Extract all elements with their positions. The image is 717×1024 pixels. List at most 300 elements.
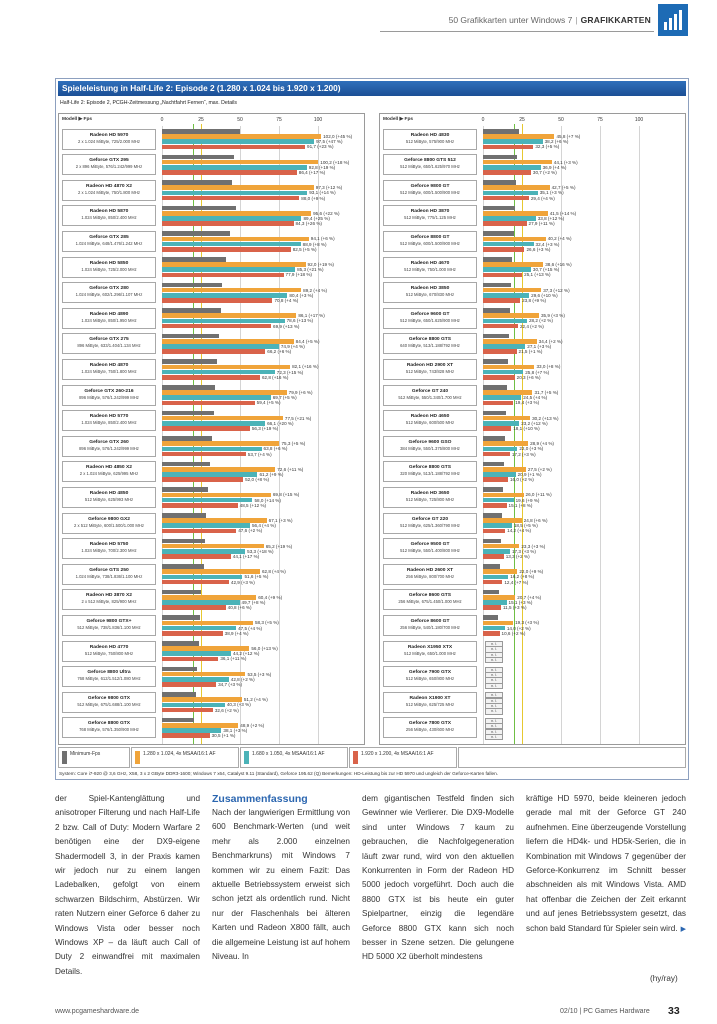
bar-1280x1024 (483, 288, 541, 293)
value-label: 31,7 (+5 %) (534, 390, 559, 395)
bar-1680x1050 (162, 651, 231, 656)
bar-1920x1200 (483, 554, 504, 559)
not-runnable-box: n. l. (485, 703, 503, 709)
legend-empty-cell (458, 747, 686, 768)
card-name: Geforce 8800 GTX (87, 721, 131, 727)
card-name: Geforce GTX 260-216 (84, 388, 134, 394)
value-label: 95,6 (+22 %) (313, 210, 340, 216)
bar-1280x1024 (162, 569, 260, 574)
bar-1680x1050 (483, 293, 529, 298)
card-name: Radeon HD 5970 (89, 132, 129, 138)
value-label: 84,4 (+5 %) (295, 338, 320, 344)
card-name: Radeon HD 3850 (410, 286, 450, 292)
page-number: 33 (668, 1005, 680, 1017)
value-label: 62,8 (+16 %) (261, 374, 289, 380)
bar-1680x1050 (483, 549, 510, 554)
card-name: Geforce GTS 250 (89, 567, 129, 573)
bar-1280x1024 (483, 211, 548, 216)
bar-min-fps (483, 206, 515, 211)
card-spec: 512 MiByte, 775/1.125 MHz (404, 215, 456, 221)
chart-subtitle: Half-Life 2: Episode 2, PCGH-Zeitmessung „Nachtfahrt Fernen“, max. Details (60, 100, 238, 106)
bar-1680x1050 (483, 421, 519, 426)
card-name: Geforce 7900 GTX (408, 670, 452, 676)
value-label: 42,8 (+2 %) (230, 676, 255, 682)
bar-min-fps (162, 257, 226, 262)
value-label: 48,9 (+2 %) (240, 722, 265, 728)
value-label: 17,2 (+3 %) (511, 451, 536, 457)
card-name: Geforce 9800 GTX (87, 695, 131, 701)
legend-swatch (353, 751, 358, 764)
value-label: 32,3 (+5 %) (535, 144, 560, 150)
card-name: Geforce 9800 GT (410, 183, 450, 189)
article-text: Nach der langwierigen Ermittlung von 600 Benchmark-Werten (und weit mehr als 2.000 einzelnen Benchmarkruns) mit Windows 7 kommen wir zu einem Fazit: Das aktuelle Betriebssystem erweist sich schon jetzt als ordentlich rund. Nicht nur der Flaschenhals bei älteren Karten und Radeon X800 fällt, auch die allgemeine Leistung ist auf hohem Niveau. In (212, 808, 350, 962)
value-label: 47,6 (+2 %) (238, 528, 263, 534)
value-label: 15,1 (+8 %) (508, 502, 533, 508)
value-label: 40,8 (+6 %) (227, 605, 252, 611)
card-spec: 1.024 MiByte, 725/2.000 MHz (81, 266, 137, 272)
bar-1680x1050 (162, 165, 307, 170)
card-label (383, 461, 477, 482)
bar-1280x1024 (162, 390, 287, 395)
footer-issue: 02/10 | PC Games Hardware (560, 1008, 650, 1015)
value-label: 53,7 (+4 %) (247, 451, 272, 457)
card-label (383, 231, 477, 252)
not-runnable-box: n. l. (485, 657, 503, 663)
card-spec: 768 MiByte, 612/1.512/1.080 MHz (77, 676, 141, 682)
value-label: 23,3 (+3 %) (521, 543, 546, 549)
value-label: 38,1 (+3 %) (223, 728, 248, 733)
value-label: 63,8 (+6 %) (263, 446, 288, 452)
bar-min-fps (162, 462, 210, 467)
card-spec: 1.024 MiByte, 850/1.950 MHz (81, 317, 137, 323)
article-column-3 (362, 792, 514, 987)
bar-min-fps (483, 615, 498, 620)
card-spec: 512 MiByte, 743/828 MHz (405, 368, 455, 374)
bar-min-fps (483, 283, 511, 288)
bar-1280x1024 (162, 672, 245, 677)
card-name: Radeon X1950 XTX (407, 644, 453, 650)
bar-min-fps (483, 257, 512, 262)
card-label (383, 333, 477, 354)
value-label: 51,6 (+5 %) (244, 574, 269, 580)
bar-1920x1200 (483, 273, 522, 278)
card-spec: 512 MiByte, 750/1.000 MHz (404, 266, 456, 272)
value-label: 56,3 (+19 %) (251, 426, 279, 431)
value-label: 29,6 (+10 %) (531, 292, 558, 298)
value-label: 82,5 (+5 %) (292, 246, 317, 252)
not-runnable-box: n. l. (485, 718, 503, 724)
bar-1920x1200 (483, 375, 515, 380)
bar-1280x1024 (483, 339, 537, 344)
value-label: 34,4 (+2 %) (538, 338, 563, 344)
value-label: 16,2 (+8 %) (510, 574, 535, 580)
article-column-2 (212, 792, 350, 987)
bar-min-fps (162, 180, 232, 185)
bar-1280x1024 (483, 441, 528, 446)
bar-min-fps (162, 692, 196, 697)
card-label (62, 410, 156, 431)
card-spec: 896 MiByte, 633/1.404/1.134 MHz (77, 343, 141, 349)
card-name: Radeon HD 5870 (89, 209, 129, 215)
bar-1920x1200 (162, 631, 223, 636)
article-text: dem gigantischen Testfeld finden sich Gewinner wie Verlierer. Die DX9-Modelle sind unter Windows 7 kaum zu gebrauchen, die Nachfolgegeneration läuft zwar rund, wird von den aktuellen Konkurrenten in Form der Radeon HD 5000 jedoch vorgeführt. Doch auch die 8800 GTX ist bis heute ein guter Spielpartner, einzig die legendäre Geforce 8800 GTX kann sich noch besser in Szene setzen. Die gelungene HD 5000 X2 überholt mindestens (362, 794, 514, 962)
bar-min-fps (483, 513, 502, 518)
bar-1680x1050 (162, 267, 295, 272)
bar-min-fps (162, 385, 215, 390)
bar-1280x1024 (483, 544, 519, 549)
bar-1680x1050 (162, 191, 307, 196)
bar-1280x1024 (162, 493, 271, 498)
value-label: 15,1 (+3 %) (508, 600, 533, 605)
card-label (383, 129, 477, 150)
legend-label: Minimum-Fps (70, 751, 101, 757)
card-spec: 256 MiByte, 675/1.450/1.000 MHz (398, 599, 462, 605)
legend-label: 1.280 x 1.024, 4x MSAA/16:1 AF (143, 751, 216, 757)
bar-1920x1200 (162, 657, 218, 662)
card-spec: 512 MiByte, 650/1.625/970 MHz (400, 164, 460, 170)
value-label: 69,8 (+15 %) (272, 492, 300, 498)
card-label (62, 282, 156, 303)
card-spec: 1.024 MiByte, 738/1.836/1.100 MHz (75, 573, 143, 579)
card-name: Radeon HD 2900 XT (406, 362, 454, 368)
tick-label: 50 (237, 117, 243, 123)
card-name: Geforce 8800 GTS 512 (404, 158, 456, 164)
bar-1280x1024 (162, 697, 242, 702)
bar-1920x1200 (483, 605, 501, 610)
card-name: Geforce GTX 295 (89, 158, 129, 164)
card-spec: 256 MiByte, 430/600 MHz (405, 727, 455, 733)
bar-1680x1050 (483, 498, 514, 503)
card-name: Geforce GT 220 (411, 516, 449, 522)
card-spec: 768 MiByte, 576/1.350/900 MHz (79, 727, 139, 733)
not-runnable-box: n. l. (485, 708, 503, 714)
bar-1280x1024 (483, 185, 550, 190)
card-label (62, 717, 156, 738)
value-label: 20,9 (+1 %) (517, 472, 542, 477)
card-name: Radeon HD 4770 (89, 644, 129, 650)
card-spec: 512 MiByte, 575/900 MHz (405, 138, 455, 144)
bar-min-fps (162, 564, 204, 569)
legend-item-1920 (349, 747, 457, 768)
bar-1680x1050 (162, 421, 265, 426)
value-label: 53,3 (+18 %) (247, 548, 274, 554)
section-name: GRAFIKKARTEN (580, 15, 651, 25)
card-spec: 1.024 MiByte, 648/1.476/1.242 MHz (75, 240, 143, 246)
card-label (383, 717, 477, 738)
chart-title: Spieleleistung in Half-Life 2: Episode 2 (1.280 x 1.024 bis 1.920 x 1.200) (58, 81, 686, 96)
card-name: Radeon HD 4890 (89, 311, 129, 317)
value-label: 22,4 (+2 %) (519, 323, 544, 329)
bar-1280x1024 (162, 134, 321, 139)
card-spec: 512 MiByte, 650/800 MHz (405, 676, 455, 682)
bar-1280x1024 (162, 211, 311, 216)
author-signature: (hy/ray) (650, 974, 678, 983)
bar-min-fps (483, 129, 519, 134)
legend-label: 1.680 x 1.050, 4x MSAA/16:1 AF (252, 751, 325, 757)
bar-min-fps (162, 513, 206, 518)
card-spec: 2 x 512 MiByte, 600/1.500/1.000 MHz (73, 522, 145, 528)
article-text: kräftige HD 5970, beide kleineren jedoch gerade mal mit der Geforce GT 240 aufnehmen. Eine überzeugende Vorstellung liefern die HD4k- und HD5k-Serien, die in Kombination mit Windows 7 gegenüber der Geforce-Konkurrenz im Schnitt besser abschneiden als mit Windows Vista. AMD hat offenbar die Zeichen der Zeit erkannt und auf jenes Betriebssystem gesetzt, das schon bald Standard für Spieler sein wird. (526, 794, 686, 933)
value-label: 72,6 (+11 %) (277, 466, 304, 472)
bar-1920x1200 (162, 477, 243, 482)
bar-min-fps (162, 155, 234, 160)
card-label (383, 308, 477, 329)
bar-1680x1050 (483, 472, 516, 477)
bar-1920x1200 (162, 273, 284, 278)
value-label: 11,5 (+3 %) (502, 605, 527, 611)
card-label (62, 641, 156, 662)
bar-min-fps (483, 564, 500, 569)
value-label: 47,5 (+4 %) (238, 625, 262, 631)
value-label: 38,6 (+16 %) (545, 262, 572, 267)
bar-1920x1200 (162, 452, 246, 457)
card-spec: 2 x 1.024 MiByte, 625/995 MHz (79, 471, 139, 477)
tick-label: 75 (276, 117, 282, 123)
bar-1680x1050 (162, 139, 314, 144)
bar-1920x1200 (483, 145, 533, 150)
chart-legend (58, 747, 686, 767)
not-runnable-box: n. l. (485, 667, 503, 673)
value-label: 72,3 (+15 %) (276, 369, 304, 375)
bar-1280x1024 (483, 493, 524, 498)
not-runnable-box: n. l. (485, 652, 503, 658)
card-name: Radeon X1900 XT (409, 695, 451, 701)
value-label: 18,5 (+5 %) (513, 523, 538, 529)
card-name: Radeon HD 4670 (410, 260, 450, 266)
bar-1680x1050 (162, 600, 240, 605)
value-label: 48,5 (+12 %) (239, 502, 267, 508)
value-label: 93,1 (+14 %) (309, 190, 336, 196)
bar-1680x1050 (483, 447, 517, 452)
card-label (62, 129, 156, 150)
bar-1920x1200 (483, 247, 524, 252)
value-label: 21,5 (+1 %) (518, 349, 543, 355)
legend-swatch (244, 751, 249, 764)
card-label (383, 615, 477, 636)
value-label: 92,8 (+19 %) (308, 164, 336, 170)
end-arrow-icon: ▶ (680, 925, 686, 933)
card-spec: 512 MiByte, 738/1.836/1.100 MHz (77, 624, 141, 630)
bar-1680x1050 (483, 600, 507, 605)
legend-swatch (135, 751, 140, 764)
value-label: 19,6 (+9 %) (515, 497, 540, 503)
not-runnable-box: n. l. (485, 683, 503, 689)
bar-1680x1050 (162, 216, 301, 221)
card-name: Geforce GT 240 (411, 388, 449, 394)
card-spec: 256 MiByte, 540/1.180/700 MHz (400, 624, 460, 630)
value-label: 66,1 (+20 %) (267, 420, 294, 426)
bar-1280x1024 (483, 467, 526, 472)
card-spec: 1.024 MiByte, 602/1.296/1.107 MHz (75, 292, 143, 298)
bar-min-fps (483, 231, 514, 236)
value-label: 86,1 (+17 %) (298, 313, 325, 319)
value-label: 77,5 (+21 %) (284, 415, 312, 421)
value-label: 20,3 (+6 %) (516, 374, 541, 380)
value-label: 67,1 (+3 %) (268, 518, 293, 523)
not-runnable-box: n. l. (485, 672, 503, 678)
not-runnable-box: n. l. (485, 723, 503, 729)
legend-label: 1.920 x 1.200, 4x MSAA/16:1 AF (361, 751, 434, 757)
bar-1280x1024 (483, 390, 532, 395)
value-label: 27,9 (+11 %) (528, 221, 555, 227)
tick-label: 25 (519, 117, 525, 123)
bar-1920x1200 (162, 196, 299, 201)
bar-1920x1200 (162, 682, 216, 687)
value-label: 66,2 (+6 %) (267, 349, 292, 355)
card-label (62, 666, 156, 687)
panel-caption: Modell ▶ Fps (62, 117, 93, 122)
bar-1680x1050 (483, 216, 536, 221)
bar-1680x1050 (483, 344, 525, 349)
bar-1280x1024 (162, 313, 296, 318)
value-label: 22,0 (+3 %) (519, 446, 544, 452)
bar-1680x1050 (162, 395, 271, 400)
card-name: Geforce 9600 GSO (408, 439, 452, 445)
value-label: 34,7 (+3 %) (218, 682, 242, 687)
bar-1680x1050 (483, 395, 521, 400)
card-name: Geforce GTX 275 (89, 337, 129, 343)
article-text: der Spiel-Kantenglättung und anisotroper Filterung und nach Half-Life 2 bzw. Call of Duty: Modern Warfare 2 benötigen eine der DX9-eigene Shadermodell 3, in der Praxis kamen wir jedoch nur zu einem langen Ladebalken, gefolgt von einem schwarzen Bildschirm, Abstürzen. Wir raten Nutzern einer Geforce 6 daher zu Windows Vista oder besser noch Windows XP – da läuft auch Call of Duty 2 einwandfrei mit maximalen Details. (55, 794, 200, 976)
card-label (62, 154, 156, 175)
card-label (383, 436, 477, 457)
card-spec: 320 MiByte, 513/1.188/792 MHz (400, 471, 460, 477)
bar-1680x1050 (162, 344, 279, 349)
bar-1680x1050 (162, 677, 229, 682)
card-spec: 896 MiByte, 576/1.242/999 MHz (79, 445, 139, 451)
card-spec: 512 MiByte, 750/800 MHz (84, 650, 134, 656)
value-label: 88,9 (+8 %) (302, 241, 327, 247)
value-label: 32,6 (+2 %) (214, 707, 239, 713)
not-runnable-box: n. l. (485, 734, 503, 740)
card-label (383, 359, 477, 380)
bar-1680x1050 (162, 498, 252, 503)
value-label: 58,3 (+5 %) (254, 620, 279, 626)
not-runnable-box: n. l. (485, 646, 503, 652)
bar-1280x1024 (483, 569, 517, 574)
bar-1280x1024 (483, 595, 515, 600)
value-label: 14,0 (+2 %) (506, 625, 531, 631)
tick-label: 100 (313, 117, 323, 123)
not-runnable-box: n. l. (485, 677, 503, 683)
bar-1280x1024 (162, 723, 238, 728)
bar-1680x1050 (162, 319, 285, 324)
bar-1680x1050 (162, 626, 236, 631)
bar-1280x1024 (162, 365, 290, 370)
value-label: 100,2 (+18 %) (320, 159, 350, 165)
card-label (62, 205, 156, 226)
card-label (383, 513, 477, 534)
bar-min-fps (483, 436, 505, 441)
bar-min-fps (162, 487, 208, 492)
bar-min-fps (483, 180, 516, 185)
bar-1680x1050 (162, 703, 225, 708)
card-name: Geforce 8800 GTS (408, 465, 452, 471)
bar-1280x1024 (162, 185, 314, 190)
value-label: 77,9 (+18 %) (285, 272, 312, 278)
panel-caption: Modell ▶ Fps (383, 117, 414, 122)
value-label: 18,1 (+10 %) (513, 426, 540, 431)
bar-min-fps (162, 667, 197, 672)
bar-1280x1024 (162, 262, 306, 267)
bar-1920x1200 (162, 298, 272, 303)
value-label: 28,2 (+2 %) (528, 318, 553, 324)
bar-1280x1024 (162, 621, 253, 626)
bar-1920x1200 (483, 452, 510, 457)
card-spec: 512 MiByte, 625/993 MHz (84, 496, 134, 502)
bar-1920x1200 (162, 733, 210, 738)
card-name: Radeon HD 3650 (410, 490, 450, 496)
bar-1920x1200 (483, 529, 505, 534)
legend-item-min-fps (58, 747, 130, 768)
value-label: 41,5 (+14 %) (549, 210, 577, 216)
card-spec: 2 x 896 MiByte, 576/1.242/999 MHz (75, 164, 143, 170)
bar-1680x1050 (483, 319, 527, 324)
running-head (449, 15, 651, 25)
bar-1680x1050 (483, 370, 523, 375)
value-label: 20,7 (+4 %) (517, 594, 542, 600)
card-spec: 1.024 MiByte, 750/1.800 MHz (81, 368, 137, 374)
card-label (383, 282, 477, 303)
bar-1280x1024 (162, 237, 309, 242)
summary-heading: Zusammenfassung (212, 793, 308, 805)
running-title: 50 Grafikkarten unter Windows 7 (448, 15, 573, 25)
bar-min-fps (483, 590, 499, 595)
card-name: Geforce GTX 260 (89, 439, 129, 445)
bar-1680x1050 (162, 728, 221, 733)
card-name: Geforce GTX 280 (89, 286, 129, 292)
card-label (383, 257, 477, 278)
value-label: 91,7 (+23 %) (307, 144, 334, 150)
card-name: Radeon HD 3870 X2 (86, 593, 132, 599)
bar-1920x1200 (162, 529, 236, 534)
card-label (383, 564, 477, 585)
value-label: 60,4 (+9 %) (258, 594, 283, 600)
card-label (62, 564, 156, 585)
bar-1280x1024 (483, 134, 554, 139)
value-label: 32,4 (+3 %) (535, 241, 560, 247)
card-spec: 512 MiByte, 550/1.340/1.700 MHz (398, 394, 462, 400)
bar-1680x1050 (483, 139, 543, 144)
bar-1920x1200 (162, 221, 294, 226)
gridline (600, 126, 601, 744)
card-name: Geforce 8800 Ultra (87, 670, 131, 676)
value-label: 85,3 (+21 %) (297, 267, 324, 273)
card-spec: 512 MiByte, 670/830 MHz (405, 292, 455, 298)
card-label (383, 154, 477, 175)
card-name: Geforce 8600 GT (410, 618, 450, 624)
card-name: Radeon HD 5770 (89, 414, 129, 420)
value-label: 52,0 (+8 %) (245, 477, 269, 483)
bar-1920x1200 (162, 170, 297, 175)
card-name: Radeon HD 3870 (410, 209, 450, 215)
card-spec: 512 MiByte, 725/800 MHz (405, 496, 455, 502)
value-label: 69,9 (+13 %) (273, 323, 300, 329)
card-name: Geforce GTX 285 (89, 234, 129, 240)
card-label (62, 692, 156, 713)
bar-1280x1024 (162, 160, 318, 165)
card-spec: 2 x 1.024 MiByte, 725/2.000 MHz (78, 138, 140, 144)
bar-1920x1200 (162, 145, 305, 150)
bar-1920x1200 (483, 503, 507, 508)
value-label: 94,1 (+6 %) (310, 236, 335, 242)
legend-item-1280 (131, 747, 239, 768)
value-label: 33,0 (+8 %) (536, 364, 561, 370)
value-label: 38,2 (+6 %) (544, 139, 569, 145)
bar-1920x1200 (483, 349, 517, 354)
value-label: 12,4 (+7 %) (504, 579, 529, 585)
card-name: Geforce 9800 GX2 (88, 516, 130, 522)
value-label: 97,3 (+12 %) (315, 185, 343, 191)
